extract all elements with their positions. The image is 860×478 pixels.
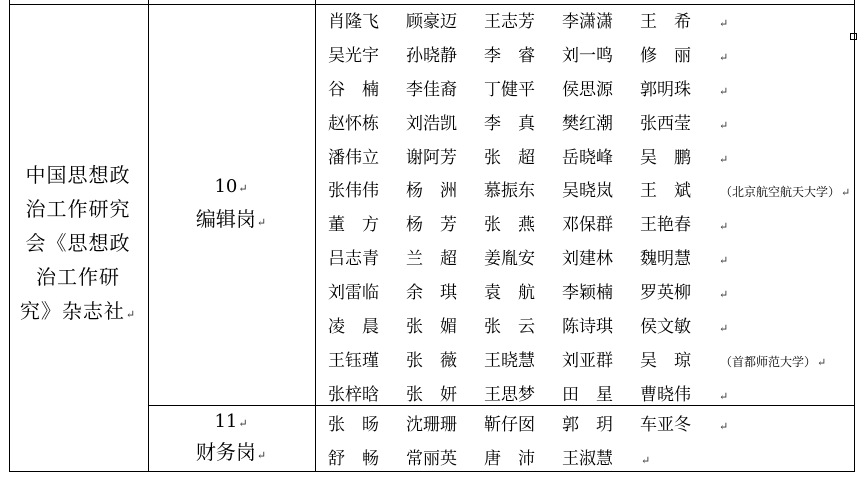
name-row	[328, 243, 850, 277]
paragraph-mark: ↵	[719, 152, 729, 166]
person-name: 姜胤安	[484, 249, 535, 270]
post-name: 财务岗↵	[195, 440, 267, 464]
person-name: 谢阿芳	[406, 147, 457, 168]
organization-line: 治工作研	[36, 265, 120, 289]
person-name: 刘亚群	[562, 350, 613, 371]
person-name: 沈珊珊	[406, 415, 457, 435]
person-name: 陈诗琪	[562, 317, 613, 338]
paragraph-mark: ↵	[719, 84, 729, 98]
person-name: 丁健平	[484, 79, 535, 100]
name-row	[328, 311, 850, 345]
person-name: 肖隆飞	[328, 12, 379, 32]
person-name: 修 丽	[640, 45, 691, 66]
person-name: 刘雷临	[328, 283, 379, 304]
person-name: 郭 玥	[562, 415, 613, 435]
person-name: 李潇潇	[562, 12, 613, 32]
person-name: 侯文敏	[640, 317, 691, 338]
name-row	[328, 6, 850, 40]
person-name: 舒 畅	[328, 449, 379, 469]
person-name: 吴 鹏	[640, 147, 691, 168]
person-name: 慕振东	[484, 181, 535, 202]
organization-cell	[12, 158, 144, 332]
person-name: 孙晓静	[406, 45, 457, 66]
person-name: 余 琪	[406, 283, 457, 304]
person-name: 吴 琼	[640, 350, 691, 371]
organization-line: 会《思想政	[25, 231, 131, 255]
paragraph-mark: ↵	[841, 186, 851, 200]
person-name: 兰 超	[406, 249, 457, 270]
person-name: 李 睿	[484, 45, 535, 66]
organization-line: 究》杂志社↵	[19, 299, 137, 323]
person-name: 王 希	[640, 12, 691, 32]
table-border-left	[9, 0, 10, 472]
name-row	[328, 40, 850, 74]
person-name: 董 方	[328, 215, 379, 236]
person-name: 王淑慧	[562, 449, 613, 469]
person-name: 吴光宇	[328, 45, 379, 66]
person-name: 王思梦	[484, 384, 535, 405]
person-name: 杨 芳	[406, 215, 457, 236]
name-row	[328, 209, 850, 243]
organization-line: 中国思想政	[25, 163, 131, 187]
affiliation-note: （首都师范大学）	[720, 354, 817, 369]
person-name: 赵怀栋	[328, 113, 379, 134]
table-resize-handle[interactable]	[850, 33, 857, 40]
table-border-right	[854, 0, 855, 472]
name-row	[328, 108, 850, 142]
table-divider-col2	[315, 0, 316, 472]
person-name: 王 斌	[640, 181, 691, 202]
paragraph-mark: ↵	[719, 118, 729, 132]
person-name: 岳晓峰	[562, 147, 613, 168]
person-name: 张 云	[484, 317, 535, 338]
person-name: 李 真	[484, 113, 535, 134]
person-name: 邓保群	[562, 215, 613, 236]
post-cell-editor	[148, 176, 314, 238]
name-row	[328, 442, 728, 476]
person-name: 张伟伟	[328, 181, 379, 202]
paragraph-mark: ↵	[719, 420, 729, 433]
organization-line: 治工作研究	[25, 197, 131, 221]
post-number: 10↵	[214, 176, 248, 197]
paragraph-mark: ↵	[719, 254, 729, 268]
person-name: 张 旸	[328, 415, 379, 435]
name-row	[328, 408, 728, 442]
paragraph-mark: ↵	[719, 50, 729, 64]
person-name: 杨 洲	[406, 181, 457, 202]
name-row	[328, 175, 850, 209]
person-name: 张 薇	[406, 350, 457, 371]
person-name: 王艳春	[640, 215, 691, 236]
person-name: 王晓慧	[484, 350, 535, 371]
post-cell-finance	[148, 411, 314, 471]
person-name: 魏明慧	[640, 249, 691, 270]
person-name: 王钰瑾	[328, 350, 379, 371]
person-name: 唐 沛	[484, 449, 535, 469]
person-name: 靳仔囡	[484, 415, 535, 435]
person-name: 顾豪迈	[406, 12, 457, 32]
person-name: 张西莹	[640, 113, 691, 134]
name-row	[328, 142, 850, 176]
person-name: 樊红潮	[562, 113, 613, 134]
person-name: 李颖楠	[562, 283, 613, 304]
person-name: 张 超	[484, 147, 535, 168]
person-name: 李佳裔	[406, 79, 457, 100]
person-name: 田 星	[562, 384, 613, 405]
paragraph-mark: ↵	[719, 17, 729, 30]
paragraph-mark: ↵	[719, 288, 729, 302]
affiliation-note: （北京航空航天大学）	[720, 185, 841, 200]
person-name: 侯思源	[562, 79, 613, 100]
name-row	[328, 277, 850, 311]
post-name: 编辑岗↵	[195, 207, 267, 231]
person-name: 张 妍	[406, 384, 457, 405]
person-name: 罗英柳	[640, 283, 691, 304]
person-name: 吕志青	[328, 249, 379, 270]
person-name: 刘浩凯	[406, 113, 457, 134]
person-name: 常丽英	[406, 449, 457, 469]
person-name: 刘建林	[562, 249, 613, 270]
person-name: 袁 航	[484, 283, 535, 304]
names-list-editor	[328, 6, 850, 413]
names-list-finance	[328, 408, 728, 476]
paragraph-mark: ↵	[719, 220, 729, 234]
name-row	[328, 74, 850, 108]
person-name: 潘伟立	[328, 147, 379, 168]
person-name: 郭明珠	[640, 79, 691, 100]
person-name: 张 媚	[406, 317, 457, 338]
paragraph-mark: ↵	[817, 355, 827, 369]
person-name: 张梓晗	[328, 384, 379, 405]
name-row	[328, 345, 850, 379]
person-name: 张 燕	[484, 215, 535, 236]
paragraph-mark: ↵	[719, 322, 729, 336]
person-name: 刘一鸣	[562, 45, 613, 66]
table-top-border	[9, 4, 855, 5]
person-name: 吴晓岚	[562, 181, 613, 202]
person-name: 曹晓伟	[640, 384, 691, 405]
person-name: 谷 楠	[328, 79, 379, 100]
person-name: 王志芳	[484, 12, 535, 32]
person-name: 凌 晨	[328, 317, 379, 338]
paragraph-mark: ↵	[719, 389, 729, 403]
paragraph-mark: ↵	[641, 454, 651, 467]
post-number: 11↵	[214, 411, 248, 432]
person-name: 车亚冬	[640, 415, 691, 435]
